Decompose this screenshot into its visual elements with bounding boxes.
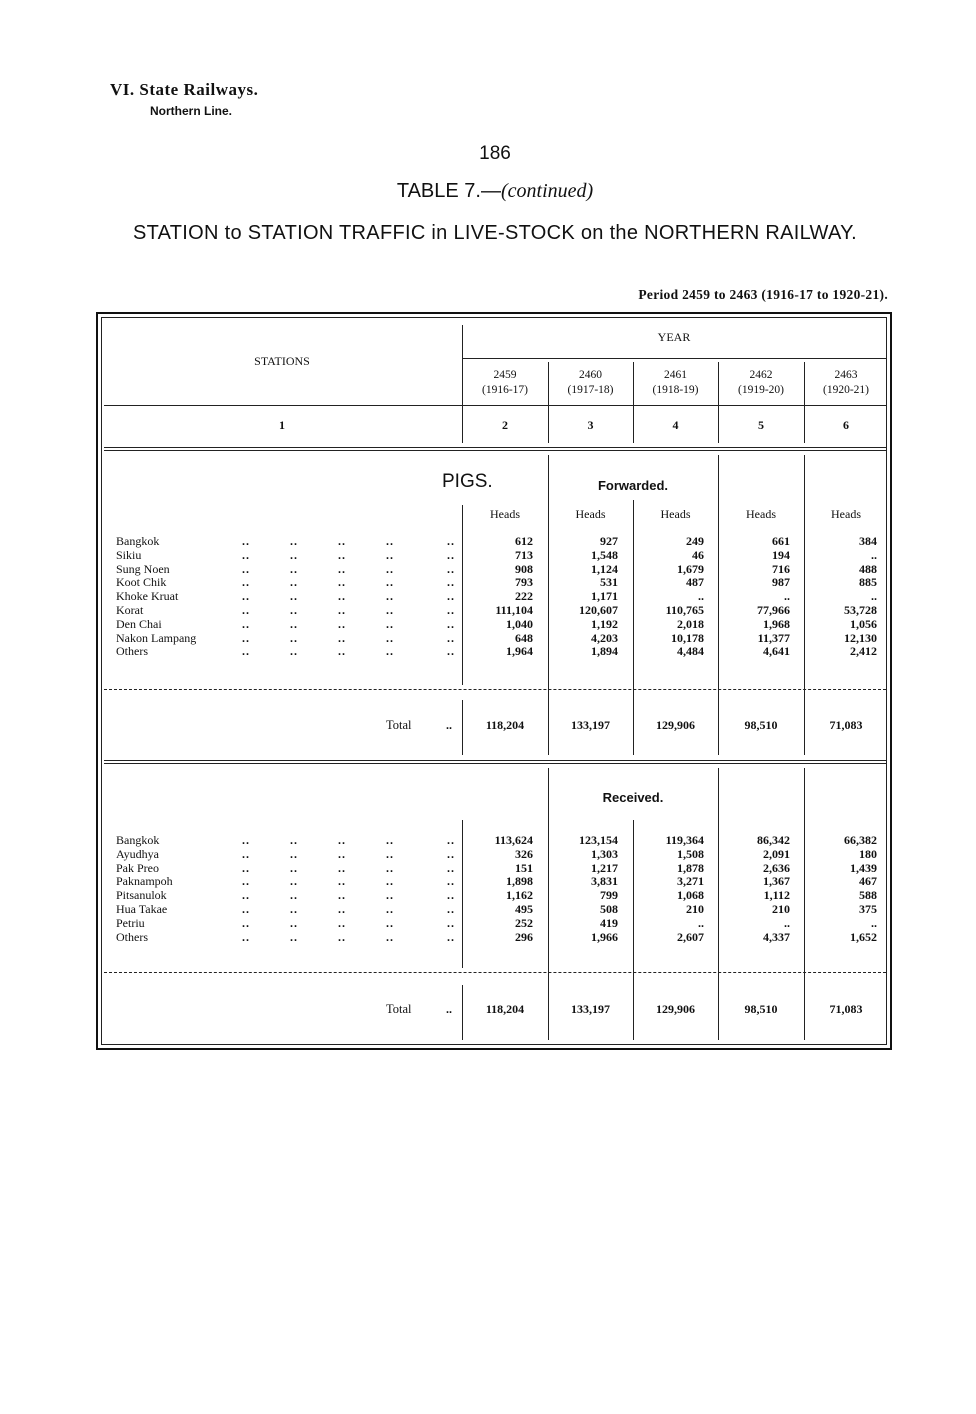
column-number: 4 (672, 418, 679, 432)
table-cell: 1,898 (506, 874, 533, 889)
forwarded-label: Forwarded. (597, 478, 669, 493)
table-cell: 1,966 (591, 929, 618, 944)
table-cell: 111,104 (495, 603, 533, 617)
table-cell: 2,091 (763, 846, 790, 861)
table-cell: 1,303 (591, 846, 618, 861)
leader-dots: .. .. .. .. (242, 915, 394, 930)
table-cell: 110,765 (665, 603, 704, 617)
column-number: 6 (843, 418, 849, 432)
table-cell: 793 (515, 575, 533, 590)
table-cell: 1,439 (850, 860, 877, 875)
station-name: Bangkok (116, 833, 160, 847)
leader-dots: .. (447, 846, 455, 861)
table-cell: 1,508 (677, 846, 704, 861)
received-total-value: 133,197 (571, 1002, 610, 1016)
station-name: Petriu (116, 915, 145, 930)
leader-dots: .. .. .. .. (242, 616, 394, 631)
table-cell: 488 (859, 561, 877, 576)
table-cell: 1,652 (850, 929, 877, 944)
year-col-5 (718, 368, 804, 398)
table-cell: 716 (772, 561, 790, 576)
leader-dots: .. (447, 547, 455, 562)
table-cell: 1,968 (763, 616, 790, 631)
table-cell: 4,203 (591, 630, 618, 645)
leader-dots: .. .. .. .. (242, 547, 394, 562)
col-divider (718, 455, 719, 755)
table-cell: 12,130 (844, 630, 877, 645)
table-cell: 2,412 (850, 644, 877, 659)
main-title: STATION to STATION TRAFFIC in LIVE-STOCK on the NORTHERN RAILWAY. (132, 222, 858, 244)
forwarded-total-value: 98,510 (744, 718, 778, 732)
received-label: Received. (602, 790, 664, 805)
leader-dots: .. (447, 589, 455, 604)
table-cell: 222 (515, 589, 533, 604)
leader-dots: .. .. .. .. (242, 902, 394, 916)
section-divider-bottom (104, 763, 886, 764)
unit-label: Heads (575, 507, 606, 521)
table-cell: 120,607 (579, 603, 618, 617)
table-cell: 46 (692, 547, 704, 562)
unit-label: Heads (490, 507, 520, 521)
table-cell: 1,548 (591, 547, 618, 562)
table-cell: 1,171 (591, 589, 618, 604)
table-cell: 495 (515, 902, 533, 916)
stations-header: STATIONS (254, 354, 310, 368)
table-cell: 2,018 (677, 616, 704, 631)
year-col-4 (633, 368, 718, 398)
table-cell: .. (698, 589, 704, 604)
table-cell: 531 (600, 575, 618, 590)
table-cell: 123,154 (579, 833, 618, 847)
table-cell: 86,342 (757, 833, 790, 847)
leader-dots: .. .. .. .. (242, 644, 394, 659)
year: 2461 (664, 369, 687, 381)
leader-dots: .. (447, 603, 455, 617)
table-cell: 588 (859, 888, 877, 903)
table-label: TABLE 7.— (396, 180, 501, 202)
table-cell: 10,178 (671, 630, 704, 645)
received-total-line (104, 972, 886, 973)
section-divider-top (104, 760, 886, 761)
table-cell: 3,271 (677, 874, 704, 889)
station-name: Others (116, 929, 148, 944)
table-cell: 4,484 (677, 644, 704, 659)
leader-dots: .. .. .. .. (242, 874, 394, 889)
leader-dots: .. .. .. .. (242, 534, 394, 548)
table-cell: 249 (686, 534, 704, 548)
table-heading (0, 180, 976, 203)
station-name: Sikiu (116, 547, 142, 562)
col-divider (718, 768, 719, 1040)
received-total-value: 71,083 (829, 1002, 863, 1016)
table-continued: (continued) (500, 180, 594, 202)
station-name: Den Chai (116, 616, 162, 631)
table-cell: 194 (772, 547, 790, 562)
forwarded-total-value: 133,197 (571, 718, 610, 732)
table-cell: 11,377 (757, 630, 790, 645)
table-cell: 1,192 (591, 616, 618, 631)
leader-dots: .. .. .. .. (242, 603, 394, 617)
table-cell: 1,162 (506, 888, 533, 903)
leader-dots: .. (447, 833, 455, 847)
table-cell: 1,217 (591, 860, 618, 875)
station-name: Koot Chik (116, 575, 167, 590)
year-col-6 (804, 368, 888, 398)
table-cell: 799 (600, 888, 618, 903)
leader-dots: .. .. .. .. (242, 846, 394, 861)
livestock-type-label: PIGS. (442, 471, 493, 492)
station-name: Khoke Kruat (116, 589, 179, 604)
year: 2463 (834, 369, 858, 381)
year: 2460 (579, 369, 602, 381)
received-total-value: 98,510 (744, 1002, 778, 1016)
table-cell: 885 (859, 575, 877, 590)
station-name: Hua Takae (116, 902, 168, 916)
table-cell: 2,636 (763, 860, 790, 875)
forwarded-total-dots: .. (446, 718, 452, 732)
table-cell: 1,367 (763, 874, 790, 889)
table-cell: 661 (772, 534, 790, 548)
table-cell: 326 (515, 846, 533, 861)
year-range: (1919-20) (738, 384, 784, 396)
forwarded-total-label: Total (386, 718, 412, 732)
table-cell: 987 (772, 575, 790, 590)
station-name: Bangkok (116, 534, 160, 548)
leader-dots: .. (447, 915, 455, 930)
table-cell: 210 (686, 902, 704, 916)
station-name: Nakon Lampang (116, 630, 197, 645)
unit-label: Heads (746, 507, 776, 521)
table-cell: 4,641 (763, 644, 790, 659)
year-col-2 (462, 368, 548, 398)
station-name: Sung Noen (116, 561, 170, 576)
table-cell: 1,056 (850, 616, 877, 631)
leader-dots: .. (447, 860, 455, 875)
year-underline (462, 358, 886, 359)
table-cell: 467 (859, 874, 877, 889)
column-number: 1 (279, 418, 285, 432)
col-divider (804, 768, 805, 1040)
leader-dots: .. .. .. .. (242, 589, 394, 604)
forwarded-total-value: 71,083 (829, 718, 863, 732)
received-total-value: 118,204 (485, 1002, 525, 1016)
section-subtitle: Northern Line. (150, 104, 233, 118)
table-cell: 1,112 (763, 888, 790, 903)
station-name: Korat (116, 603, 144, 617)
forwarded-total-line (104, 689, 886, 690)
table-cell: 1,894 (591, 644, 618, 659)
table-cell: 4,337 (763, 929, 790, 944)
table-cell: 508 (600, 902, 618, 916)
colnum-divider-bottom (104, 450, 886, 451)
leader-dots: .. (447, 561, 455, 576)
leader-dots: .. .. .. .. (242, 860, 394, 875)
table-cell: .. (784, 589, 790, 604)
station-name: Ayudhya (116, 846, 159, 861)
table-cell: 151 (515, 860, 533, 875)
table-cell: 1,679 (677, 561, 704, 576)
page-number: 186 (479, 143, 511, 164)
received-total-label: Total (386, 1002, 412, 1016)
leader-dots: .. (447, 616, 455, 631)
table-cell: 908 (515, 561, 533, 576)
table-cell: 384 (859, 534, 877, 548)
year: 2462 (749, 369, 773, 381)
table-cell: 180 (859, 846, 877, 861)
leader-dots: .. .. .. .. (242, 575, 394, 590)
table-cell: .. (784, 915, 790, 930)
leader-dots: .. .. .. .. (242, 630, 394, 645)
leader-dots: .. .. .. .. (242, 833, 394, 847)
year-range: (1918-19) (652, 384, 699, 396)
table-cell: 1,964 (506, 644, 533, 659)
table-cell: 927 (600, 534, 618, 548)
year-header: YEAR (657, 330, 691, 344)
received-total-dots: .. (446, 1002, 452, 1016)
leader-dots: .. (447, 534, 455, 548)
year-col-3 (548, 368, 633, 398)
table-cell: 419 (600, 915, 618, 930)
table-cell: 1,878 (677, 860, 704, 875)
table-cell: 648 (515, 630, 533, 645)
colnum-divider-top (104, 447, 886, 448)
table-cell: 252 (515, 915, 533, 930)
table-cell: .. (871, 547, 877, 562)
leader-dots: .. .. .. .. (242, 888, 394, 903)
table-cell: 487 (686, 575, 704, 590)
table-cell: 296 (515, 929, 533, 944)
leader-dots: .. (447, 630, 455, 645)
station-name: Paknampoh (116, 874, 173, 889)
leader-dots: .. (447, 874, 455, 889)
table-cell: 2,607 (677, 929, 704, 944)
forwarded-total-value: 118,204 (485, 718, 525, 732)
table-cell: 66,382 (844, 833, 877, 847)
table-cell: 3,831 (591, 874, 618, 889)
year: 2459 (493, 369, 517, 381)
table-cell: 1,040 (506, 616, 533, 631)
received-total-value: 129,906 (656, 1002, 695, 1016)
table-cell: 210 (772, 902, 790, 916)
table-cell: 77,966 (757, 603, 790, 617)
leader-dots: .. (447, 888, 455, 903)
table-cell: 119,364 (665, 833, 704, 847)
column-number: 2 (502, 418, 508, 432)
leader-dots: .. (447, 575, 455, 590)
unit-label: Heads (660, 507, 691, 521)
table-cell: 713 (515, 547, 533, 562)
table-cell: 1,068 (677, 888, 704, 903)
station-name: Pitsanulok (116, 888, 167, 903)
table-cell: .. (871, 589, 877, 604)
table-cell: 53,728 (844, 603, 877, 617)
year-range: (1917-18) (567, 384, 614, 396)
year-range: (1916-17) (482, 384, 528, 396)
table-cell: 113,624 (494, 833, 533, 847)
table-cell: 612 (515, 534, 533, 548)
column-number: 5 (758, 418, 764, 432)
station-name: Others (116, 644, 148, 659)
table-cell: 375 (859, 902, 877, 916)
station-name: Pak Preo (116, 860, 159, 875)
header-divider (104, 405, 886, 406)
section-title: VI. State Railways. (110, 80, 259, 99)
period-label: Period 2459 to 2463 (1916-17 to 1920-21). (638, 287, 888, 302)
leader-dots: .. (447, 644, 455, 659)
year-range: (1920-21) (823, 384, 869, 396)
table-cell: .. (871, 915, 877, 930)
leader-dots: .. .. .. .. (242, 561, 394, 576)
table-cell: 1,124 (591, 561, 618, 576)
leader-dots: .. (447, 929, 455, 944)
forwarded-total-value: 129,906 (656, 718, 695, 732)
unit-label: Heads (831, 507, 861, 521)
col-divider (804, 455, 805, 755)
leader-dots: .. (447, 902, 455, 916)
column-number: 3 (587, 418, 594, 432)
table-cell: .. (698, 915, 704, 930)
leader-dots: .. .. .. .. (242, 929, 394, 944)
